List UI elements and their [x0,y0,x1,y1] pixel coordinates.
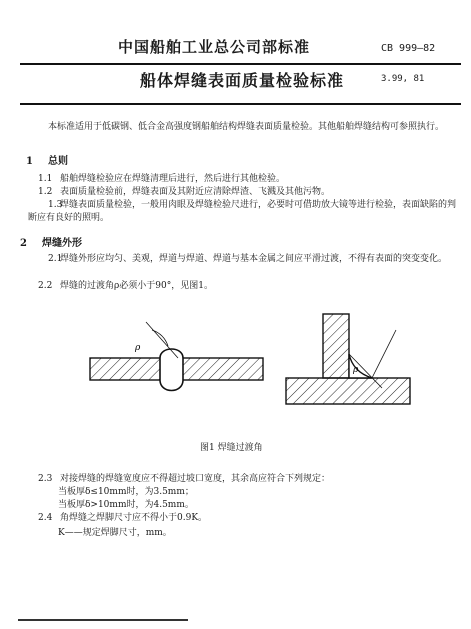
document-title: 船体焊缝表面质量检验标准 [140,71,345,90]
clause-text: 表面质量检验前，焊缝表面及其附近应清除焊渣、飞溅及其他污物。 [60,187,331,197]
clause-2-4 [38,512,458,525]
section-2-title: 焊缝外形 [42,238,82,249]
clause-2-3 [38,473,458,486]
angle-label-right: ρ [353,365,359,375]
vertical-plate [323,314,349,378]
clause-number: 2.4 [38,513,53,523]
clause-number: 1.1 [38,174,53,184]
butt-weld-bead [160,349,183,391]
section-2-number: 2 [20,238,27,249]
right-plate [178,358,263,380]
header-rule-bottom [20,103,461,105]
clause-text: 船舶焊缝检验应在焊缝清理后进行，然后进行其他检验。 [60,174,286,184]
clause-2-3-sub-a: 当板厚δ≤10mm时，为3.5mm； [58,487,194,497]
intro-paragraph: 本标准适用于低碳钢、低合金高强度钢船舶结构焊缝表面质量检验。其他船舶焊缝结构可参照执行。 [48,122,445,132]
fillet-angle-line-2 [372,330,396,378]
header-rule-top [20,63,461,65]
clause-2-1 [28,253,460,266]
clause-text: 角焊缝之焊脚尺寸应不得小于0.9K。 [60,513,208,523]
left-plate [90,358,165,380]
standard-code: CB 999—82 [381,43,436,54]
clause-number: 2.1 [48,254,63,264]
clause-text: 焊缝的过渡角ρ必须小于90°，见图1。 [60,281,213,291]
base-plate [286,378,410,404]
angle-label-left: ρ [135,343,141,353]
clause-number: 1.3 [48,200,63,210]
weld-angle-diagram [60,300,420,430]
clause-text: 对接焊缝的焊缝宽度应不得超过坡口宽度，其余高应符合下列规定： [60,474,331,484]
clause-2-3-sub-b: 当板厚δ>10mm时，为4.5mm。 [58,500,194,510]
clause-text: 焊缝表面质量检验，一般用肉眼及焊缝检验尺进行，必要时可借助放大镜等进行检验，表面缺陷的判断应有良好的照明。 [28,200,457,223]
section-1-title: 总则 [48,156,68,167]
section-1-heading [26,155,68,168]
figure-caption: 图1 焊缝过渡角 [200,443,263,453]
clause-2-4-note: K——规定焊脚尺寸，mm。 [58,528,172,538]
clause-number: 2.2 [38,281,53,291]
section-1-number: 1 [26,156,33,167]
clause-1-1 [38,173,458,186]
clause-1-3 [28,199,460,225]
clause-number: 1.2 [38,187,53,197]
clause-number: 2.3 [38,474,53,484]
fillet-weld-figure [286,314,410,404]
footer-rule [18,619,188,621]
clause-2-2 [38,280,458,293]
clause-text: 焊缝外形应均匀、美观，焊道与焊道、焊道与基本金属之间应平滑过渡，不得有表面的突变变化。 [60,254,448,264]
butt-weld-figure [90,322,263,391]
classification-number: 3.99, 81 [381,74,425,84]
clause-1-2 [38,186,458,199]
section-2-heading [20,237,82,250]
header-org: 中国船舶工业总公司部标准 [118,38,311,56]
